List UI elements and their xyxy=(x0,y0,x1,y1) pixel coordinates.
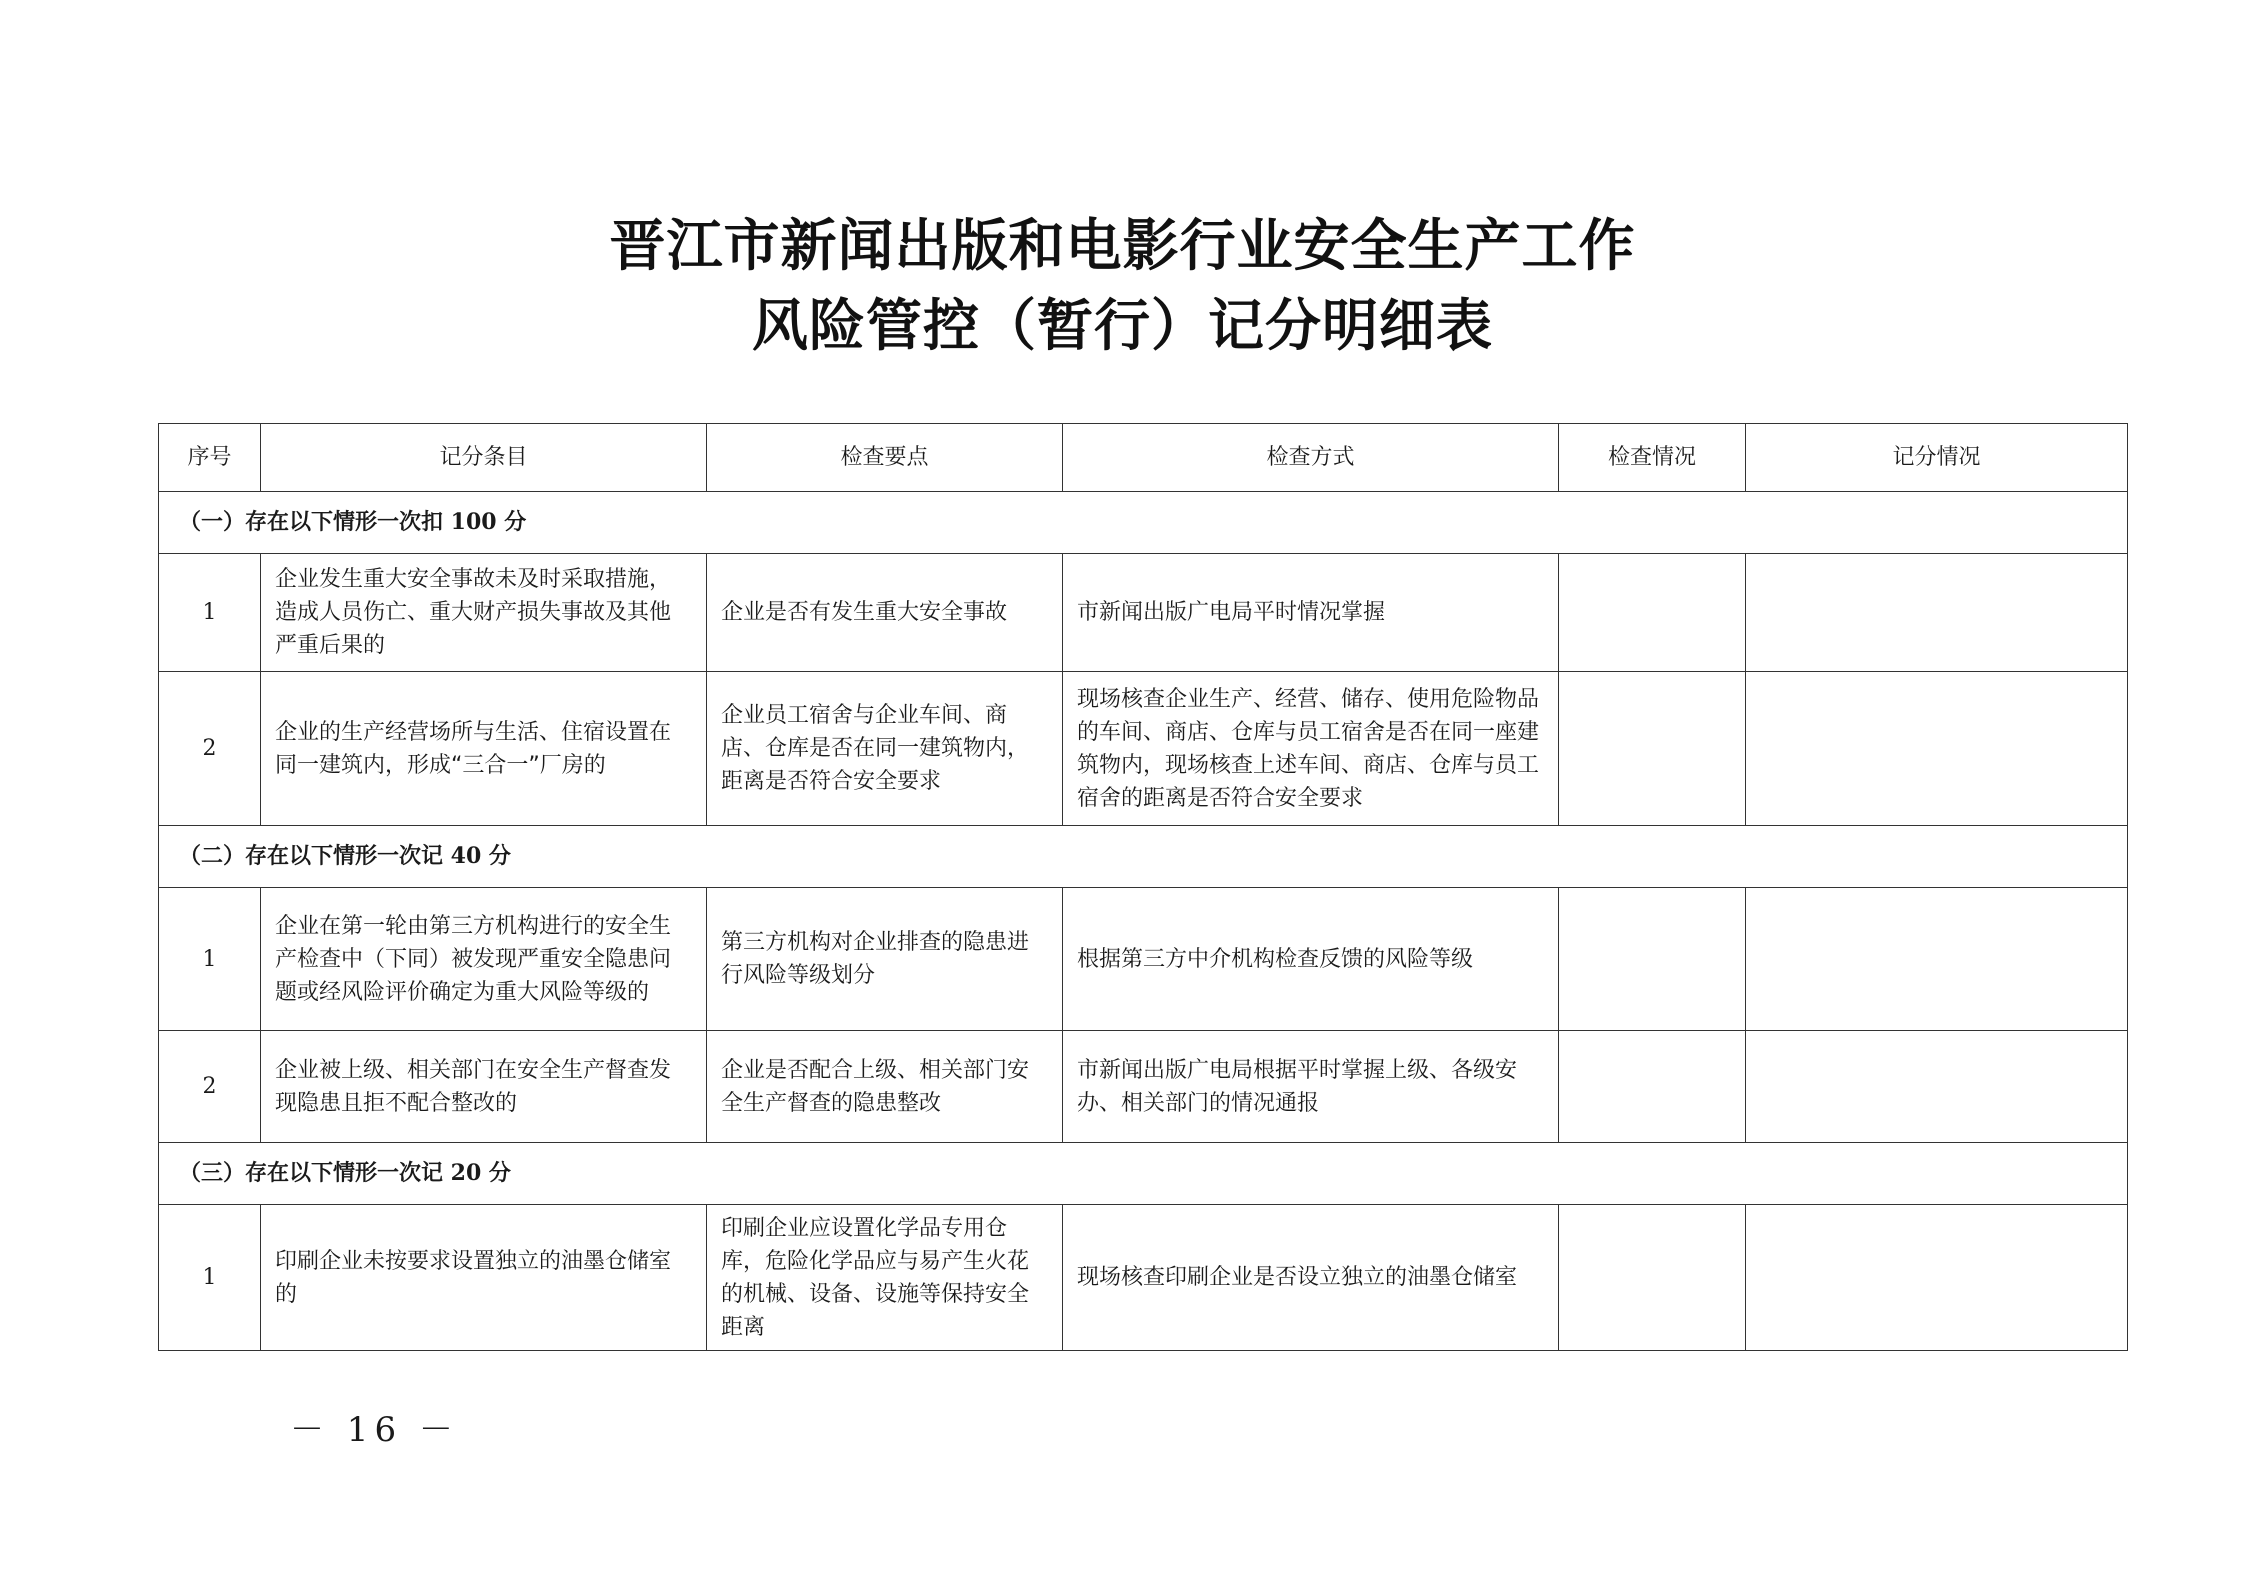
header-score: 记分情况 xyxy=(1746,424,2128,492)
cell-check xyxy=(1559,554,1746,672)
score-detail-table xyxy=(158,423,2128,1351)
cell-method: 市新闻出版广电局根据平时掌握上级、各级安办、相关部门的情况通报 xyxy=(1063,1031,1559,1143)
table-header-row xyxy=(159,424,2128,492)
cell-method: 根据第三方中介机构检查反馈的风险等级 xyxy=(1063,888,1559,1031)
cell-method: 现场核查企业生产、经营、储存、使用危险物品的车间、商店、仓库与员工宿舍是否在同一座建筑物内，现场核查上述车间、商店、仓库与员工宿舍的距离是否符合安全要求 xyxy=(1063,672,1559,826)
header-no: 序号 xyxy=(159,424,261,492)
table-row xyxy=(159,1205,2128,1351)
cell-point: 企业是否配合上级、相关部门安全生产督查的隐患整改 xyxy=(707,1031,1063,1143)
header-item: 记分条目 xyxy=(261,424,707,492)
document-title-line-2: 风险管控（暂行）记分明细表 xyxy=(752,293,1493,359)
cell-score xyxy=(1746,672,2128,826)
cell-item: 企业在第一轮由第三方机构进行的安全生产检查中（下同）被发现严重安全隐患问题或经风险评价确定为重大风险等级的 xyxy=(261,888,707,1031)
table-row xyxy=(159,888,2128,1031)
section-heading: （一）存在以下情形一次扣 100 分 xyxy=(159,492,2128,554)
cell-no: 1 xyxy=(159,554,261,672)
cell-check xyxy=(1559,888,1746,1031)
section-heading-row xyxy=(159,826,2128,888)
cell-no: 1 xyxy=(159,888,261,1031)
cell-score xyxy=(1746,1205,2128,1351)
cell-no: 2 xyxy=(159,672,261,826)
header-method: 检查方式 xyxy=(1063,424,1559,492)
cell-score xyxy=(1746,554,2128,672)
table-row xyxy=(159,1031,2128,1143)
cell-check xyxy=(1559,672,1746,826)
section-heading: （二）存在以下情形一次记 40 分 xyxy=(159,826,2128,888)
cell-item: 企业被上级、相关部门在安全生产督查发现隐患且拒不配合整改的 xyxy=(261,1031,707,1143)
cell-item: 企业的生产经营场所与生活、住宿设置在同一建筑内，形成“三合一”厂房的 xyxy=(261,672,707,826)
cell-method: 市新闻出版广电局平时情况掌握 xyxy=(1063,554,1559,672)
cell-item: 印刷企业未按要求设置独立的油墨仓储室的 xyxy=(261,1205,707,1351)
cell-point: 企业员工宿舍与企业车间、商店、仓库是否在同一建筑物内，距离是否符合安全要求 xyxy=(707,672,1063,826)
page-number: － 16 － xyxy=(290,1410,459,1450)
header-point: 检查要点 xyxy=(707,424,1063,492)
section-heading-row xyxy=(159,492,2128,554)
cell-point: 企业是否有发生重大安全事故 xyxy=(707,554,1063,672)
section-heading-row xyxy=(159,1143,2128,1205)
cell-score xyxy=(1746,1031,2128,1143)
cell-method: 现场核查印刷企业是否设立独立的油墨仓储室 xyxy=(1063,1205,1559,1351)
cell-score xyxy=(1746,888,2128,1031)
document-title-line-1: 晋江市新闻出版和电影行业安全生产工作 xyxy=(609,213,1636,279)
section-heading: （三）存在以下情形一次记 20 分 xyxy=(159,1143,2128,1205)
table-row xyxy=(159,554,2128,672)
header-check: 检查情况 xyxy=(1559,424,1746,492)
cell-check xyxy=(1559,1031,1746,1143)
cell-no: 2 xyxy=(159,1031,261,1143)
cell-point: 第三方机构对企业排查的隐患进行风险等级划分 xyxy=(707,888,1063,1031)
cell-no: 1 xyxy=(159,1205,261,1351)
cell-item: 企业发生重大安全事故未及时采取措施，造成人员伤亡、重大财产损失事故及其他严重后果的 xyxy=(261,554,707,672)
cell-check xyxy=(1559,1205,1746,1351)
table-row xyxy=(159,672,2128,826)
cell-point: 印刷企业应设置化学品专用仓库，危险化学品应与易产生火花的机械、设备、设施等保持安全距离 xyxy=(707,1205,1063,1351)
